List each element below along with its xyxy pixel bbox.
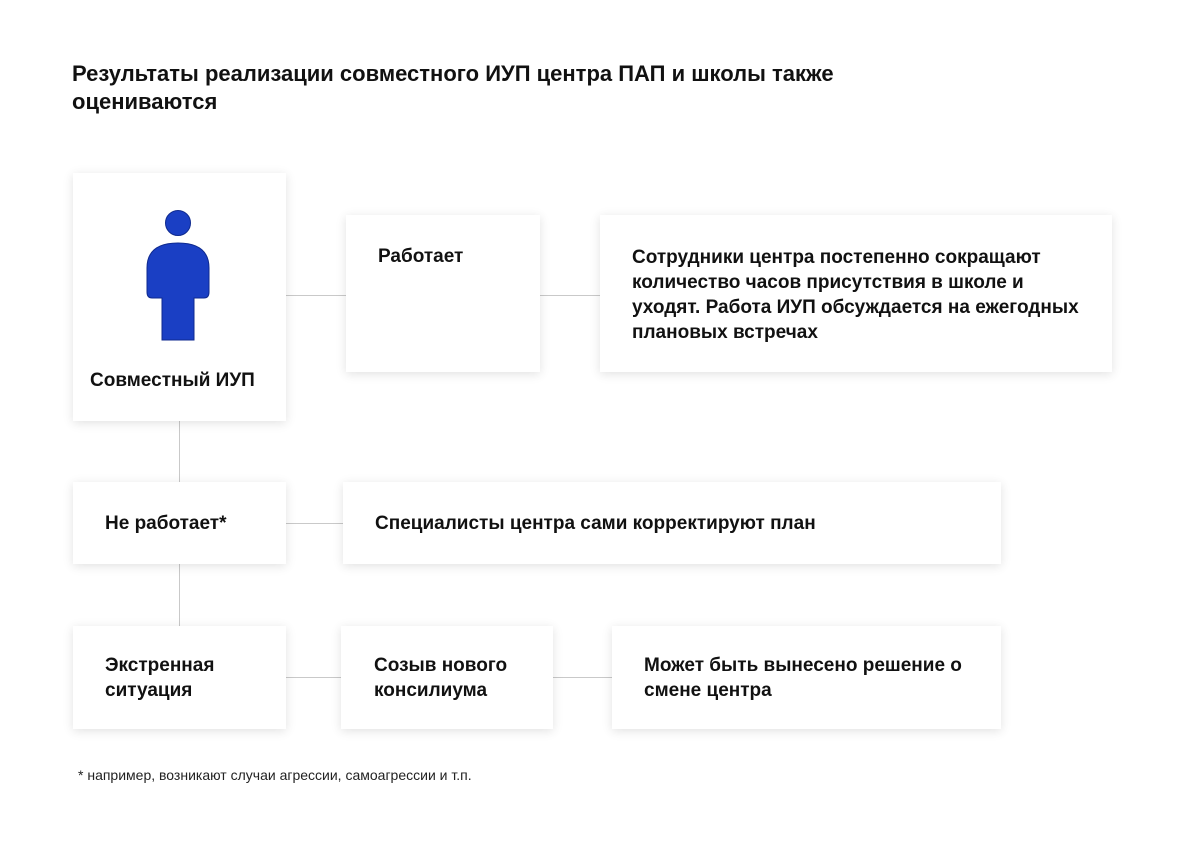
council-box [341, 626, 553, 729]
connector-council-to-result [553, 677, 612, 678]
connector-emergency-to-council [286, 677, 341, 678]
council-label: Созыв нового консилиума [374, 655, 508, 701]
works-result-box [600, 215, 1112, 372]
works-result-label: Сотрудники центра постепенно сокращают количество часов присутствия в школе и уходят. Работа ИУП обсуждается на ежегодных плановых встречах [632, 247, 1079, 343]
connector-joint-to-works [286, 295, 346, 296]
not-works-result-box [343, 482, 1001, 564]
works-label: Работает [378, 246, 464, 267]
person-icon [73, 173, 286, 353]
page-title: Результаты реализации совместного ИУП центра ПАП и школы также оцениваются [72, 61, 834, 114]
council-result-box [612, 626, 1001, 729]
emergency-box [73, 626, 286, 729]
not-works-label: Не работает* [105, 513, 227, 534]
works-box [346, 215, 540, 372]
joint-iup-label: Совместный ИУП [90, 370, 255, 391]
council-result-label: Может быть вынесено решение о смене центра [644, 655, 962, 701]
connector-not-works-to-result [286, 523, 343, 524]
not-works-box [73, 482, 286, 564]
connector-works-to-result [540, 295, 600, 296]
joint-iup-box [73, 173, 286, 421]
not-works-result-label: Специалисты центра сами корректируют план [375, 513, 816, 534]
emergency-label: Экстренная ситуация [105, 655, 215, 701]
connector-not-works-to-emergency [179, 564, 180, 626]
footnote: * например, возникают случаи агрессии, самоагрессии и т.п. [78, 767, 472, 783]
connector-joint-to-not-works [179, 421, 180, 482]
